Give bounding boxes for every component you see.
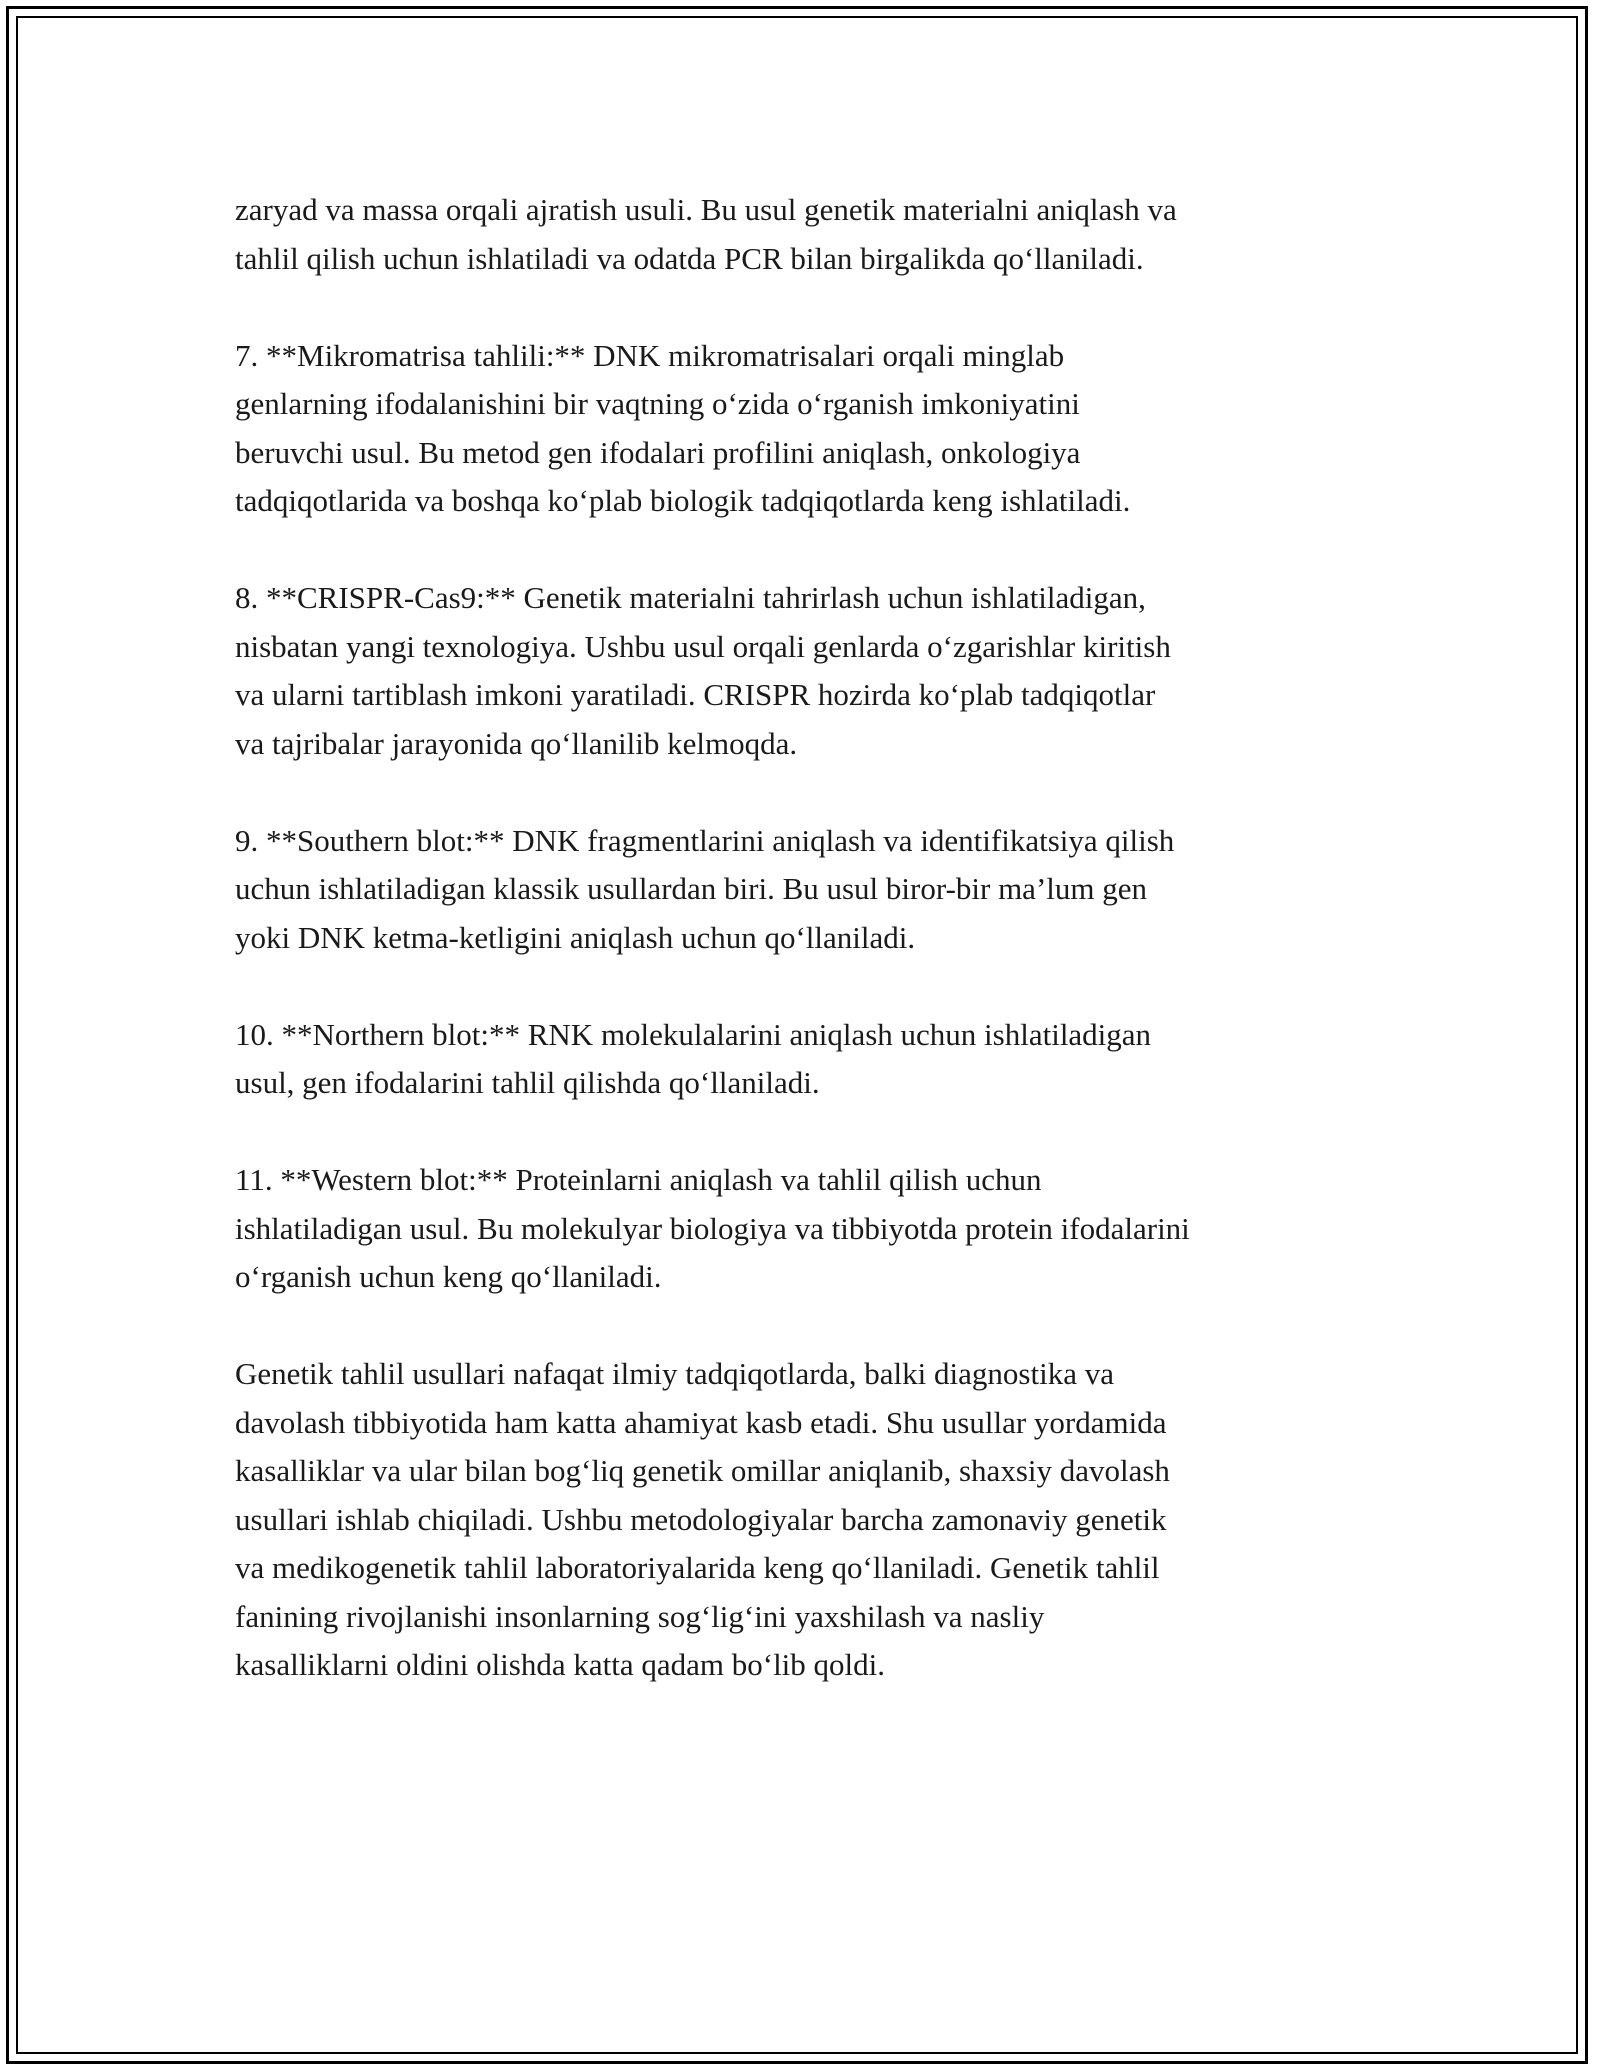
text-line: 9. **Southern blot:** DNK fragmentlarini aniqlash va identifikatsiya qilish (235, 822, 1175, 858)
text-line: uchun ishlatiladigan klassik usullardan biri. Bu usul biror-bir ma’lum gen (235, 871, 1148, 906)
text-line: 8. **CRISPR-Cas9:** Genetik materialni tahrirlash uchun ishlatiladigan, (235, 580, 1146, 615)
text-line: yoki DNK ketma-ketligini aniqlash uchun qo‘llaniladi. (235, 919, 916, 955)
text-line: Genetik tahlil usullari nafaqat ilmiy tadqiqotlarda, balki diagnostika va (235, 1356, 1114, 1391)
text-line: kasalliklar va ular bilan bog‘liq genetik omillar aniqlanib, shaxsiy davolash (235, 1453, 1170, 1488)
text-line: usul, gen ifodalarini tahlil qilishda qo‘llaniladi. (235, 1065, 820, 1100)
paragraph-conclusion (235, 1350, 1375, 1690)
text-line: va ularni tartiblash imkoni yaratiladi. CRISPR hozirda ko‘plab tadqiqotlar (235, 677, 1156, 712)
document-body (235, 186, 1375, 1690)
text-line: genlarning ifodalanishini bir vaqtning o‘zida o‘rganish imkoniyatini (235, 386, 1080, 421)
paragraph-item-10-northern-blot (235, 1011, 1375, 1108)
text-line: nisbatan yangi texnologiya. Ushbu usul orqali genlarda o‘zgarishlar kiritish (235, 628, 1171, 664)
text-line: tahlil qilish uchun ishlatiladi va odatda PCR bilan birgalikda qo‘llaniladi. (235, 240, 1144, 276)
text-line: davolash tibbiyotida ham katta ahamiyat kasb etadi. Shu usullar yordamida (235, 1404, 1167, 1440)
text-line: usullari ishlab chiqiladi. Ushbu metodologiyalar barcha zamonaviy genetik (235, 1501, 1167, 1537)
text-line: zaryad va massa orqali ajratish usuli. Bu usul genetik materialni aniqlash va (235, 192, 1177, 227)
text-line: 11. **Western blot:** Proteinlarni aniqlash va tahlil qilish uchun (235, 1162, 1042, 1197)
text-line: 7. **Mikromatrisa tahlili:** DNK mikromatrisalari orqali minglab (235, 337, 1065, 373)
text-line: tadqiqotlarida va boshqa ko‘plab biologik tadqiqotlarda keng ishlatiladi. (235, 483, 1131, 518)
paragraph-gel-electrophoresis-continuation (235, 186, 1375, 283)
text-line: beruvchi usul. Bu metod gen ifodalari profilini aniqlash, onkologiya (235, 434, 1081, 470)
text-line: kasalliklarni oldini olishda katta qadam bo‘lib qoldi. (235, 1647, 886, 1682)
text-line: o‘rganish uchun keng qo‘llaniladi. (235, 1259, 662, 1294)
paragraph-item-8-crispr (235, 574, 1375, 768)
text-line: 10. **Northern blot:** RNK molekulalarini aniqlash uchun ishlatiladigan (235, 1016, 1152, 1052)
text-line: ishlatiladigan usul. Bu molekulyar biologiya va tibbiyotda protein ifodalarini (235, 1210, 1190, 1246)
text-line: va medikogenetik tahlil laboratoriyalarida keng qo‘llaniladi. Genetik tahlil (235, 1550, 1160, 1585)
paragraph-item-7-microarray (235, 332, 1375, 526)
text-line: fanining rivojlanishi insonlarning sog‘lig‘ini yaxshilash va nasliy (235, 1598, 1045, 1634)
paragraph-item-11-western-blot (235, 1156, 1375, 1302)
paragraph-item-9-southern-blot (235, 817, 1375, 963)
text-line: va tajribalar jarayonida qo‘llanilib kelmoqda. (235, 725, 798, 761)
